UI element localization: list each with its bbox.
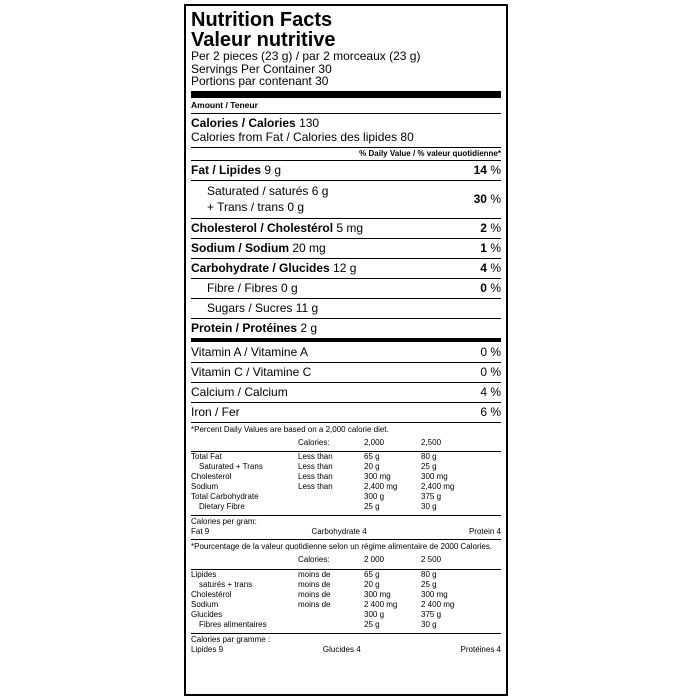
table-row: Cholesterol Less than 300 mg 300 mg [191, 472, 448, 481]
calories-label: Calories / Calories [191, 115, 296, 130]
nutrition-facts-label [184, 4, 508, 696]
nutrient-row-fibre: Fibre / Fibres 0 g 0 % [191, 278, 501, 298]
title-english: Nutrition Facts [191, 9, 333, 31]
calories-from-fat: Calories from Fat / Calories des lipides 80 [191, 129, 414, 144]
footnote-french: *Pourcentage de la valeur quotidienne selon un régime alimentaire de 2000 Calories. [191, 539, 501, 555]
vitamin-row-c: Vitamin C / Vitamine C 0 % [191, 362, 501, 382]
vitamin-row-iron: Iron / Fer 6 % [191, 402, 501, 422]
nutrient-row-protein: Protein / Protéines 2 g [191, 318, 501, 338]
table-row: Glucides 300 g 375 g [191, 609, 442, 619]
table-row: Fibres alimentaires 25 g 30 g [199, 619, 437, 629]
reference-table-english [191, 438, 501, 513]
servings-per-container: Servings Per Container 30 [191, 61, 332, 76]
calories-per-gram-french: Calories par gramme : Lipides 9 Glucides 4 Protéines 4 [191, 633, 501, 657]
table-row: Calories: 2,000 2,500 [298, 437, 442, 447]
vitamin-row-a: Vitamin A / Vitamine A 0 % [191, 344, 501, 359]
nutrient-row-sugars: Sugars / Sucres 11 g [191, 298, 501, 318]
table-row: Saturated + Trans Less than 20 g 25 g [199, 462, 437, 471]
calories-value: 130 [299, 115, 320, 130]
amount-header: Amount / Teneur [191, 99, 258, 110]
nutrient-row-carbohydrate: Carbohydrate / Glucides 12 g 4 % [191, 258, 501, 278]
table-row: Total Carbohydrate 300 g 375 g [191, 492, 442, 501]
nutrient-row-cholesterol: Cholesterol / Cholestérol 5 mg 2 % [191, 218, 501, 238]
title-french: Valeur nutritive [191, 29, 336, 51]
table-row: saturés + trans moins de 20 g 25 g [199, 579, 437, 589]
calories-row [191, 114, 501, 130]
reference-table-french [191, 555, 501, 630]
table-row: Calories: 2 000 2 500 [298, 555, 442, 564]
table-row: Lipides moins de 65 g 80 g [191, 569, 501, 580]
daily-value-header: % Daily Value / % valeur quotidienne* [191, 147, 501, 160]
table-row: Sodium Less than 2,400 mg 2,400 mg [191, 482, 455, 491]
serving-size: Per 2 pieces (23 g) / par 2 morceaux (23 g) [191, 49, 421, 63]
calories-per-gram-english: Calories per gram: Fat 9 Carbohydrate 4 Protein 4 [191, 515, 501, 539]
table-row: Total Fat Less than 65 g 80 g [191, 452, 501, 463]
table-row: Sodium moins de 2 400 mg 2 400 mg [191, 599, 455, 609]
nutrient-row-fat: Fat / Lipides 9 g 14 % [191, 160, 501, 180]
nutrient-row-sodium: Sodium / Sodium 20 mg 1 % [191, 238, 501, 258]
thick-divider [191, 91, 501, 98]
table-row: Dietary Fibre 25 g 30 g [199, 502, 437, 511]
nutrient-row-saturated-trans: Saturated / saturés 6 g + Trans / trans 0 g 30 % [191, 180, 501, 218]
vitamin-row-calcium: Calcium / Calcium 4 % [191, 382, 501, 402]
table-row: Cholestérol moins de 300 mg 300 mg [191, 589, 448, 599]
portions-per-container: Portions par contenant 30 [191, 74, 329, 88]
footnote-english: *Percent Daily Values are based on a 2,000 calorie diet. [191, 422, 501, 438]
